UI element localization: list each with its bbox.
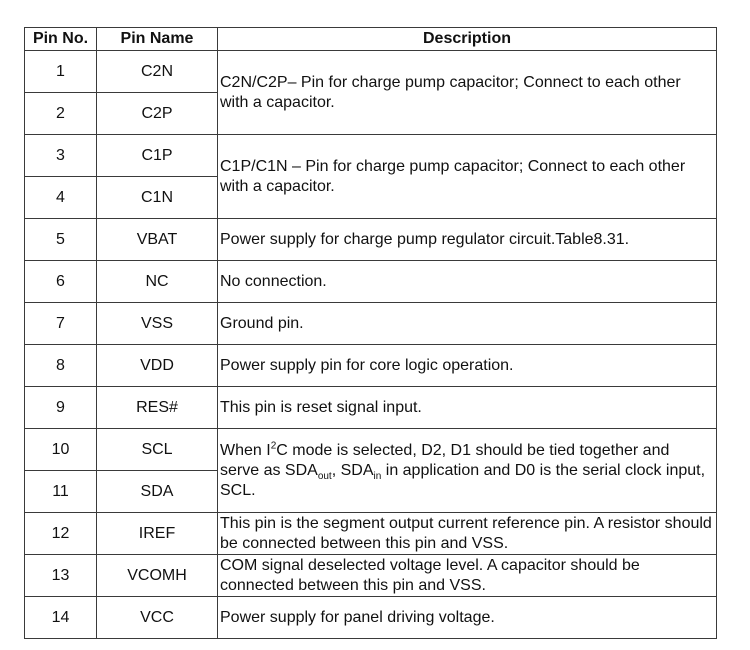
table-row — [25, 51, 717, 93]
pin-description: This pin is the segment output current reference pin. A resistor should be connected between this pin and VSS. — [218, 513, 717, 555]
pin-number: 4 — [25, 177, 97, 219]
i2c-text-part: in application and D0 is the serial clock input, SCL. — [220, 461, 706, 499]
pin-number: 1 — [25, 51, 97, 93]
pin-name: VCOMH — [97, 555, 218, 597]
table-row — [25, 303, 717, 345]
pin-name: VBAT — [97, 219, 218, 261]
table-row — [25, 219, 717, 261]
pin-name: VSS — [97, 303, 218, 345]
pin-number: 9 — [25, 387, 97, 429]
pin-description-i2c — [218, 429, 717, 513]
pin-name: SDA — [97, 471, 218, 513]
sda-in-subscript: in — [373, 470, 382, 482]
pin-number: 12 — [25, 513, 97, 555]
pin-number: 10 — [25, 429, 97, 471]
pin-description: Power supply pin for core logic operation. — [218, 345, 717, 387]
pin-description: No connection. — [218, 261, 717, 303]
pin-number: 6 — [25, 261, 97, 303]
header-pin-no: Pin No. — [25, 28, 97, 51]
sda-out-subscript: out — [317, 470, 332, 482]
table-row — [25, 555, 717, 597]
pin-name: VDD — [97, 345, 218, 387]
pin-description: C1P/C1N – Pin for charge pump capacitor; Connect to each other with a capacitor. — [218, 135, 717, 219]
pin-number: 2 — [25, 93, 97, 135]
pin-name: RES# — [97, 387, 218, 429]
i2c-text-part: C mode is selected, D2, D1 should be tied together and serve as SDA — [220, 441, 670, 479]
pin-name: C1N — [97, 177, 218, 219]
header-pin-name: Pin Name — [97, 28, 218, 51]
pin-number: 14 — [25, 597, 97, 639]
pin-name: C1P — [97, 135, 218, 177]
pin-number: 3 — [25, 135, 97, 177]
i2c-superscript: 2 — [270, 440, 277, 452]
pin-number: 11 — [25, 471, 97, 513]
table-row — [25, 387, 717, 429]
table-row — [25, 261, 717, 303]
pin-description: Ground pin. — [218, 303, 717, 345]
pin-number: 5 — [25, 219, 97, 261]
pin-name: VCC — [97, 597, 218, 639]
pin-number: 7 — [25, 303, 97, 345]
table-row — [25, 513, 717, 555]
table-row — [25, 429, 717, 471]
i2c-text-part: , SDA — [331, 461, 374, 479]
table-row — [25, 135, 717, 177]
table-row — [25, 345, 717, 387]
i2c-text-part: When I — [220, 441, 271, 459]
pin-number: 13 — [25, 555, 97, 597]
table-row — [25, 597, 717, 639]
header-row — [25, 28, 717, 51]
pin-description: C2N/C2P– Pin for charge pump capacitor; Connect to each other with a capacitor. — [218, 51, 717, 135]
pin-description-table — [24, 27, 717, 639]
pin-name: C2P — [97, 93, 218, 135]
pin-name: SCL — [97, 429, 218, 471]
pin-description: This pin is reset signal input. — [218, 387, 717, 429]
pin-description: Power supply for panel driving voltage. — [218, 597, 717, 639]
pin-name: IREF — [97, 513, 218, 555]
pin-description: COM signal deselected voltage level. A capacitor should be connected between this pin and VSS. — [218, 555, 717, 597]
pin-description: Power supply for charge pump regulator circuit.Table8.31. — [218, 219, 717, 261]
pin-number: 8 — [25, 345, 97, 387]
pin-name: C2N — [97, 51, 218, 93]
pin-name: NC — [97, 261, 218, 303]
header-description: Description — [218, 28, 717, 51]
